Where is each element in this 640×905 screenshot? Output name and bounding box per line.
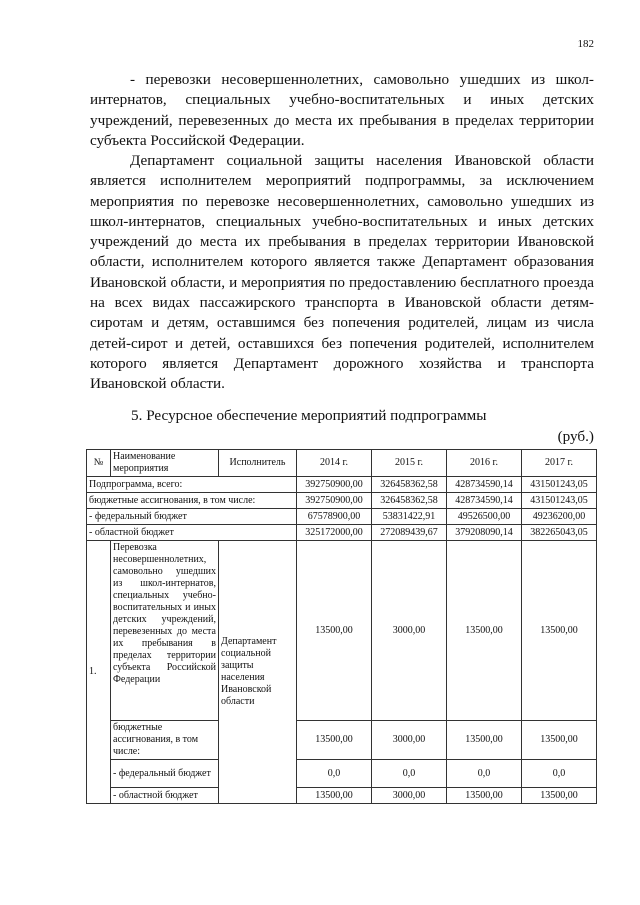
item-name: Перевозка несовершеннолетних, самовольно ушедших из школ-интернатов, специальных учебно-воспитательных и иных детских учреждений, перевезенных до места их пребывания в пределах территории субъекта Российской Федерации	[111, 541, 219, 721]
cell-2017: 49236200,00	[522, 509, 597, 525]
table-row	[87, 477, 597, 493]
cell-2014: 325172000,00	[297, 525, 372, 541]
cell-2017: 13500,00	[522, 721, 597, 760]
table-row	[87, 493, 597, 509]
cell-2016: 13500,00	[447, 788, 522, 804]
row-label: - областной бюджет	[87, 525, 297, 541]
currency-unit: (руб.)	[557, 428, 594, 445]
cell-2015: 3000,00	[372, 541, 447, 721]
header-2015: 2015 г.	[372, 450, 447, 477]
cell-2014: 13500,00	[297, 721, 372, 760]
table-header-row	[87, 450, 597, 477]
cell-2014: 13500,00	[297, 788, 372, 804]
cell-2014: 392750900,00	[297, 493, 372, 509]
cell-2015: 326458362,58	[372, 477, 447, 493]
cell-2016: 0,0	[447, 760, 522, 788]
cell-2015: 326458362,58	[372, 493, 447, 509]
row-label: - областной бюджет	[111, 788, 219, 804]
row-label: бюджетные ассигнования, в том числе:	[87, 493, 297, 509]
paragraph-executors: Департамент социальной защиты населения Ивановской области является исполнителем мероприятий подпрограммы, за исключением мероприятия по перевозке несовершеннолетних, самовольно ушедших из школ-интернатов, специальных учебно-воспитательных и иных детских учреждений до места их пребывания в пределах территории Ивановской области, исполнителем которого является также Департамент образования Ивановской области, и мероприятия по предоставлению бесплатного проезда на всех видах пассажирского транспорта в Ивановской области детям-сиротам и детям, оставшимся без попечения родителей, лицам из числа детей-сирот и детей, оставшихся без попечения родителей, исполнителем которого является Департамент дорожного хозяйства и транспорта Ивановской области.	[90, 152, 594, 393]
row-label: - федеральный бюджет	[87, 509, 297, 525]
cell-2015: 3000,00	[372, 788, 447, 804]
cell-2016: 428734590,14	[447, 477, 522, 493]
resource-table	[86, 449, 597, 804]
cell-2017: 382265043,05	[522, 525, 597, 541]
item-number: 1.	[87, 541, 111, 804]
header-executor: Исполнитель	[219, 450, 297, 477]
cell-2017: 13500,00	[522, 788, 597, 804]
cell-2014: 67578900,00	[297, 509, 372, 525]
cell-2017: 431501243,05	[522, 477, 597, 493]
cell-2016: 49526500,00	[447, 509, 522, 525]
header-2017: 2017 г.	[522, 450, 597, 477]
cell-2017: 13500,00	[522, 541, 597, 721]
cell-2014: 0,0	[297, 760, 372, 788]
cell-2016: 379208090,14	[447, 525, 522, 541]
cell-2015: 0,0	[372, 760, 447, 788]
cell-2014: 392750900,00	[297, 477, 372, 493]
item-executor: Департамент социальной защиты населения Ивановской области	[219, 541, 297, 804]
table-row	[87, 509, 597, 525]
page-number: 182	[577, 38, 594, 50]
cell-2015: 3000,00	[372, 721, 447, 760]
header-2016: 2016 г.	[447, 450, 522, 477]
paragraph-transport-minors: - перевозки несовершеннолетних, самовольно ушедших из школ-интернатов, специальных учебно-воспитательных и иных детских учреждений, перевезенных до места их пребывания в пределах территории субъекта Российской Федерации.	[90, 71, 594, 149]
cell-2015: 272089439,67	[372, 525, 447, 541]
cell-2014: 13500,00	[297, 541, 372, 721]
cell-2015: 53831422,91	[372, 509, 447, 525]
row-label: - федеральный бюджет	[111, 760, 219, 788]
header-2014: 2014 г.	[297, 450, 372, 477]
cell-2017: 431501243,05	[522, 493, 597, 509]
header-number: №	[87, 450, 111, 477]
cell-2016: 428734590,14	[447, 493, 522, 509]
row-label: Подпрограмма, всего:	[87, 477, 297, 493]
table-row	[87, 525, 597, 541]
header-name: Наименование мероприятия	[111, 450, 219, 477]
table-row	[87, 760, 597, 788]
cell-2016: 13500,00	[447, 721, 522, 760]
table-row	[87, 721, 597, 760]
table-row	[87, 541, 597, 721]
cell-2017: 0,0	[522, 760, 597, 788]
table-row	[87, 788, 597, 804]
section-title: 5. Ресурсное обеспечение мероприятий подпрограммы	[131, 407, 487, 424]
row-label: бюджетные ассигнования, в том числе:	[111, 721, 219, 760]
cell-2016: 13500,00	[447, 541, 522, 721]
